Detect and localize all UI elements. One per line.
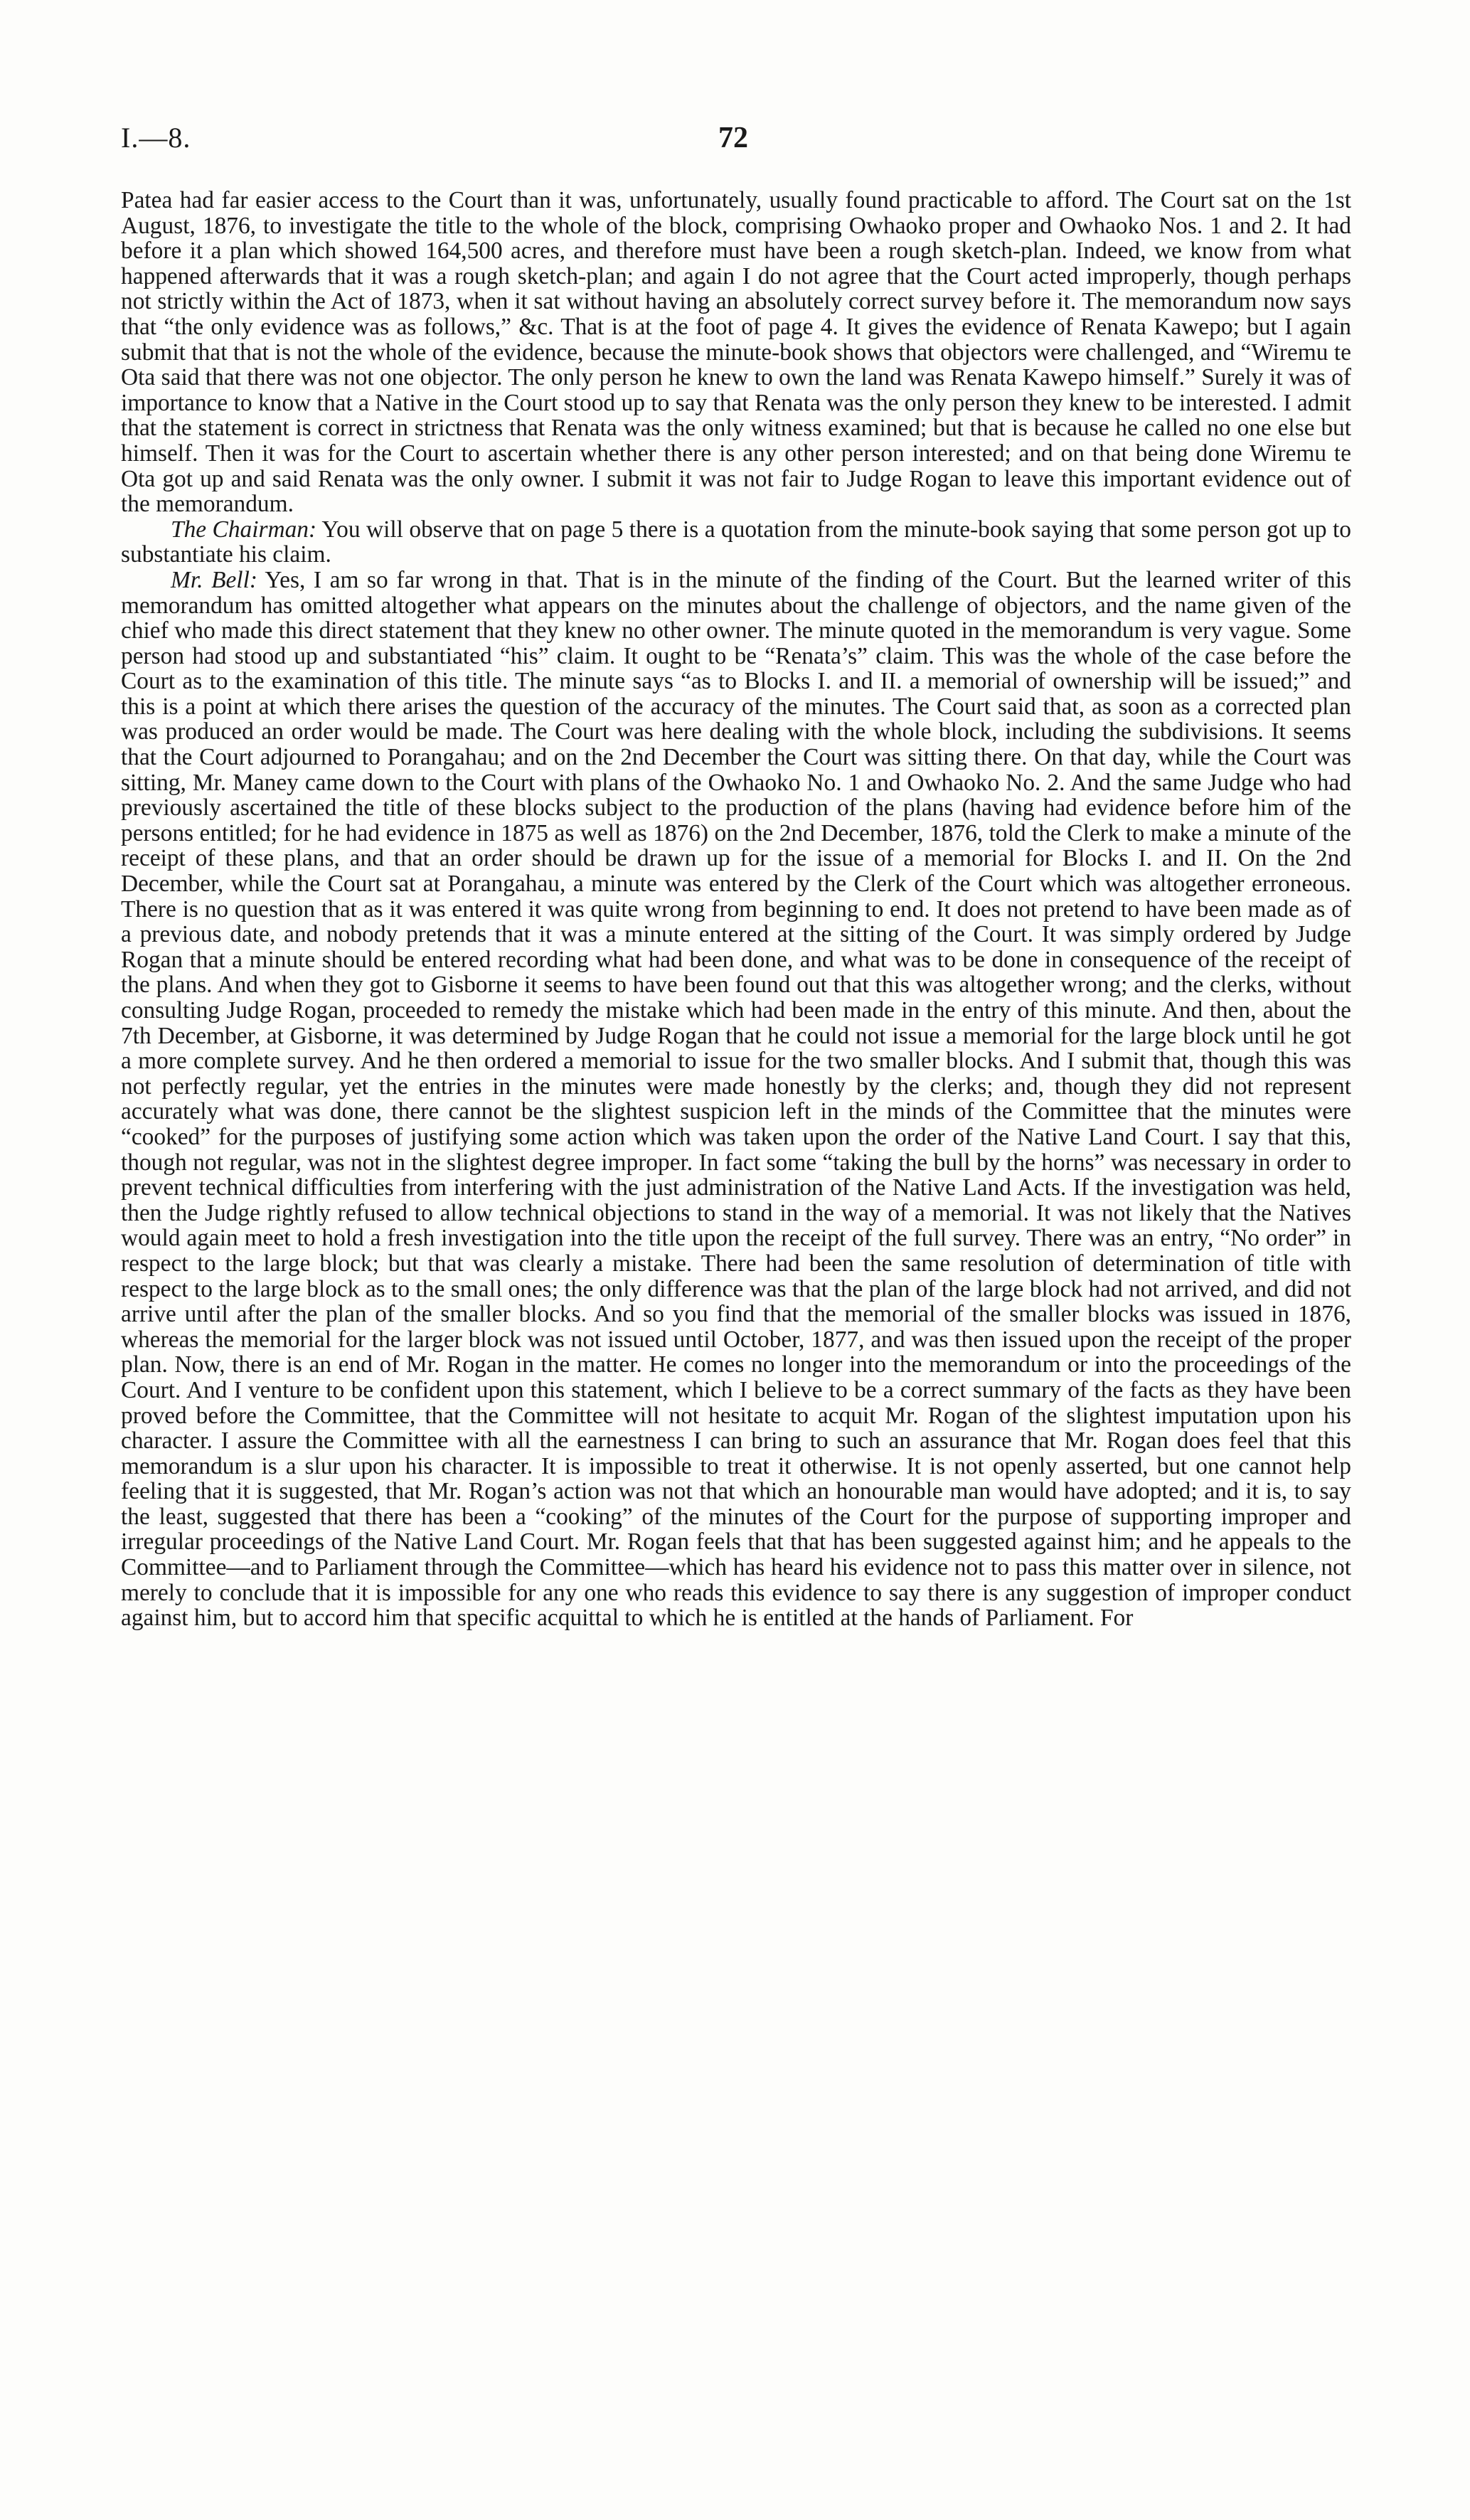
page-header xyxy=(121,121,1351,164)
paragraph-text: Yes, I am so far wrong in that. That is in the minute of the finding of the Court. But the learned writer of this memorandum has omitted altogether what appears on the minutes about the challenge of objectors, and the name given of the chief who made this direct statement that they knew no other owner. The minute quoted in the memorandum is very vague. Some person had stood up and substantiated “his” claim. It ought to be “Renata’s” claim. This was the whole of the case before the Court as to the examination of this title. The minute says “as to Blocks I. and II. a memorial of ownership will be issued;” and this is a point at which there arises the question of the accuracy of the minutes. The Court said that, as soon as a corrected plan was produced an order would be made. The Court was here dealing with the whole block, including the subdivisions. It seems that the Court adjourned to Porangahau; and on the 2nd December the Court was sitting there. On that day, while the Court was sitting, Mr. Maney came down to the Court with plans of the Owhaoko No. 1 and Owhaoko No. 2. And the same Judge who had previously ascertained the title of these blocks subject to the production of the plans (having had evidence before him of the persons entitled; for he had evidence in 1875 as well as 1876) on the 2nd December, 1876, told the Clerk to make a minute of the receipt of these plans, and that an order should be drawn up for the issue of a memorial for Blocks I. and II. On the 2nd December, while the Court sat at Porangahau, a minute was entered by the Clerk of the Court which was altogether erroneous. There is no question that as it was entered it was quite wrong from beginning to end. It does not pretend to have been made as of a previous date, and nobody pretends that it was a minute entered at the sitting of the Court. It was simply ordered by Judge Rogan that a minute should be entered recording what had been done, and what was to be done in consequence of the receipt of the plans. And when they got to Gisborne it seems to have been found out that this was altogether wrong; and the clerks, without consulting Judge Rogan, proceeded to remedy the mistake which had been made in the entry of this minute. And then, about the 7th December, at Gisborne, it was determined by Judge Rogan that he could not issue a memorial for the large block until he got a more complete survey. And he then ordered a memorial to issue for the two smaller blocks. And I submit that, though this was not perfectly regular, yet the entries in the minutes were made honestly by the clerks; and, though they did not represent accurately what was done, there cannot be the slightest suspicion left in the minds of the Committee that the minutes were “cooked” for the purposes of justifying some action which was taken upon the order of the Native Land Court. I say that this, though not regular, was not in the slightest degree improper. In fact some “taking the bull by the horns” was necessary in order to prevent technical difficulties from interfering with the just administration of the Native Land Acts. If the investigation was held, then the Judge rightly refused to allow technical objections to stand in the way of a memorial. It was not likely that the Natives would again meet to hold a fresh investigation into the title upon the receipt of the full survey. There was an entry, “No order” in respect to the large block; but that was clearly a mistake. There had been the same resolution of determination of title with respect to the large block as to the small ones; the only difference was that the plan of the large block had not arrived, and did not arrive until after the plan of the smaller blocks. And so you find that the memorial of the smaller blocks was issued in 1876, whereas the memorial for the larger block was not issued until October, 1877, and was then issued upon the receipt of the proper plan. Now, there is an end of Mr. Rogan in the matter. He comes no longer into the memorandum or into the proceedings of the Court. And I venture to be confident upon this statement, which I believe to be a correct summary of the facts as they have been proved before the Committee, that the Committee will not hesitate to acquit Mr. Rogan of the slightest imputation upon his character. I assure the Committee with all the earnestness I can bring to such an assurance that Mr. Rogan does feel that this memorandum is a slur upon his character. It is impossible to treat it otherwise. It is not openly asserted, but one cannot help feeling that it is suggested, that Mr. Rogan’s action was not that which an honourable man would have adopted; and it is, to say the least, suggested that there has been a “cooking” of the minutes of the Court for the purpose of supporting improper and irregular proceedings of the Native Land Court. Mr. Rogan feels that that has been suggested against him; and he appeals to the Committee—and to Parliament through the Committee—which has heard his evidence not to pass this matter over in silence, not merely to conclude that it is impossible for any one who reads this evidence to say there is any suggestion of improper conduct against him, but to accord him that specific acquittal to which he is entitled at the hands of Parliament. For xyxy=(121,566,1351,1632)
speaker-label: Mr. Bell: xyxy=(171,566,257,593)
paragraph-1 xyxy=(121,188,1351,517)
paragraph-2 xyxy=(121,517,1351,568)
speaker-label: The Chairman: xyxy=(171,516,317,543)
document-reference: I.—8. xyxy=(121,122,191,154)
paragraph-3 xyxy=(121,568,1351,1631)
paragraph-text: You will observe that on page 5 there is a quotation from the minute-book saying that some person got up to substantiate his claim. xyxy=(121,516,1351,568)
paragraph-text: Patea had far easier access to the Court than it was, unfortunately, usually found practicable to afford. The Court sat on the 1st August, 1876, to investigate the title to the whole of the block, comprising Owhaoko proper and Owhaoko Nos. 1 and 2. It had before it a plan which showed 164,500 acres, and therefore must have been a rough sketch-plan. Indeed, we know from what happened afterwards that it was a rough sketch-plan; and again I do not agree that the Court acted improperly, though perhaps not strictly within the Act of 1873, when it sat without having an absolutely correct survey before it. The memorandum now says that “the only evidence was as follows,” &c. That is at the foot of page 4. It gives the evidence of Renata Kawepo; but I again submit that that is not the whole of the evidence, because the minute-book shows that objectors were challenged, and “Wiremu te Ota said that there was not one objector. The only person he knew to own the land was Renata Kawepo himself.” Surely it was of importance to know that a Native in the Court stood up to say that Renata was the only person they knew to be interested. I admit that the statement is correct in strictness that Renata was the only witness examined; but that is because he called no one else but himself. Then it was for the Court to ascertain whether there is any other person interested; and on that being done Wiremu te Ota got up and said Renata was the only owner. I submit it was not fair to Judge Rogan to leave this important evidence out of the memorandum. xyxy=(121,187,1351,518)
page-number: 72 xyxy=(718,122,748,154)
body-text xyxy=(121,188,1351,1631)
